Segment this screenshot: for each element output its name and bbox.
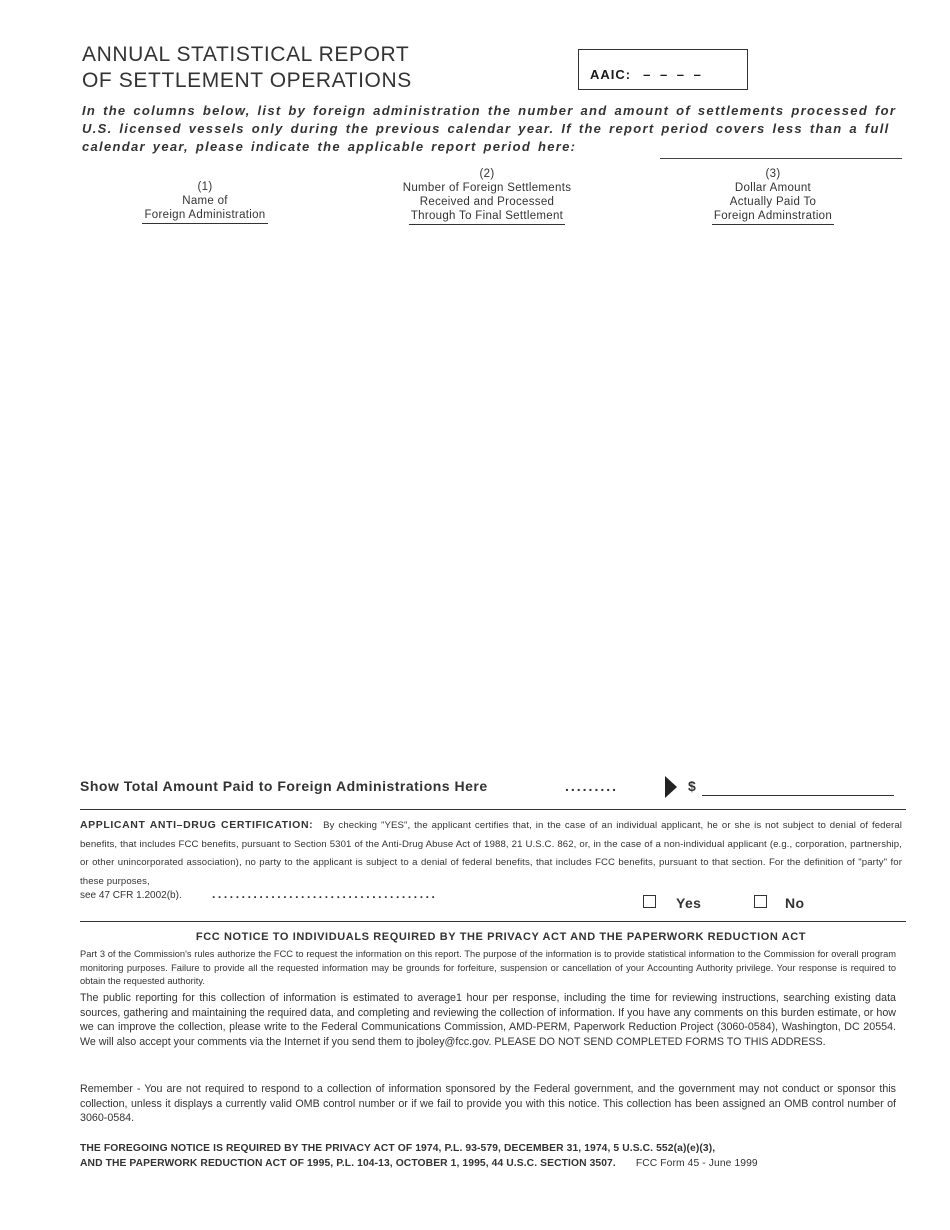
- notice-paragraph: The public reporting for this collection of information is estimated to average1 hour per response, including the time for reviewing instructions, searching existing data sources, gathering and maintaining the required data, and completing and reviewing the collection of information. If you have any comments on this burden estimate, or how we can improve the collection, please write to the Federal Communications Commission, AMD-PERM, Paperwork Reduction Project (3060-0584), Washington, DC 20554. We will also accept your comments via the Internet if you send them to jboley@fcc.gov. PLEASE DO NOT SEND COMPLETED FORMS TO THIS ADDRESS.: [80, 992, 896, 1048]
- certification-answer-row: [80, 887, 902, 914]
- total-amount-input[interactable]: [702, 795, 894, 796]
- footer-line: THE FOREGOING NOTICE IS REQUIRED BY THE PRIVACY ACT OF 1974, P.L. 93-579, DECEMBER 31, 1974, 5 U.S.C. 552(a)(e)(3),: [80, 1143, 716, 1154]
- title-line-2: OF SETTLEMENT OPERATIONS: [82, 69, 412, 92]
- column-header-settlements: [377, 167, 597, 225]
- column-label-line: Foreign Administration: [142, 208, 267, 224]
- column-label-line: Received and Processed: [419, 196, 555, 208]
- column-label-line: Number of Foreign Settlements: [402, 182, 572, 194]
- column-label-line: Actually Paid To: [729, 196, 817, 208]
- aaic-value: – – – –: [643, 67, 704, 82]
- column-number: (3): [765, 168, 781, 180]
- no-label: No: [785, 895, 805, 911]
- arrow-right-icon: [664, 776, 678, 798]
- cfr-reference: see 47 CFR 1.2002(b).: [80, 890, 182, 901]
- column-label-line: Dollar Amount: [734, 182, 812, 194]
- yes-checkbox[interactable]: [643, 895, 656, 908]
- column-label-line: Through To Final Settlement: [409, 209, 565, 225]
- aaic-field[interactable]: [578, 49, 748, 90]
- page-title: [82, 42, 412, 94]
- leader-dots: ......................................: [212, 887, 438, 901]
- certification-body: By checking "YES", the applicant certifies that, in the case of an individual applicant, he or she is not subject to denial of federal benefits, that includes FCC benefits, pursuant to Section 5301 of the Anti-Drug Abuse Act of 1988, 21 U.S.C. 862, or, in the case of a non-individual applicant (e.g., corporation, partnership, or other unincorporated association), no party to the applicant is subject to a denial of federal benefits, that includes FCC benefits, pursuant to that section. For the definition of "party" for these purposes,: [80, 820, 903, 887]
- column-label-line: Foreign Adminstration: [712, 209, 834, 225]
- title-line-1: ANNUAL STATISTICAL REPORT: [82, 43, 410, 66]
- report-period-field[interactable]: [660, 158, 902, 159]
- divider: [80, 809, 906, 810]
- instructions-text: In the columns below, list by foreign administration the number and amount of settlements processed for U.S. licensed vessels only during the previous calendar year. If the report period covers less than a full calendar year, please indicate the applicable report period here:: [82, 103, 897, 154]
- divider: [80, 921, 906, 922]
- yes-label: Yes: [676, 895, 702, 911]
- leader-dots: .........: [565, 778, 619, 794]
- column-number: (1): [197, 181, 213, 193]
- anti-drug-certification: [80, 816, 902, 891]
- column-header-name: [120, 180, 290, 224]
- total-amount-row: [80, 775, 900, 799]
- footer: [80, 1142, 910, 1171]
- column-number: (2): [479, 168, 495, 180]
- column-label-line: Name of: [182, 195, 228, 207]
- column-header-amount: [688, 167, 858, 225]
- aaic-label: AAIC:: [590, 67, 632, 82]
- total-amount-label: Show Total Amount Paid to Foreign Administrations Here: [80, 778, 488, 794]
- footer-line: AND THE PAPERWORK REDUCTION ACT OF 1995, P.L. 104-13, OCTOBER 1, 1995, 44 U.S.C. SECTION 3507.: [80, 1157, 616, 1169]
- notice-title: FCC NOTICE TO INDIVIDUALS REQUIRED BY THE PRIVACY ACT AND THE PAPERWORK REDUCTION ACT: [195, 931, 807, 943]
- no-checkbox[interactable]: [754, 895, 767, 908]
- currency-symbol: $: [688, 778, 697, 794]
- certification-heading: APPLICANT ANTI–DRUG CERTIFICATION:: [80, 819, 314, 831]
- notice-paragraph: Remember - You are not required to respond to a collection of information sponsored by the Federal government, and the government may not conduct or sponsor this collection, unless it displays a currently valid OMB control number or if we fail to provide you with this notice. This collection has been assigned an OMB control number of 3060-0584.: [80, 1083, 896, 1125]
- notice-paragraph: Part 3 of the Commission's rules authorize the FCC to request the information on this report. The purpose of the information is to provide statistical information to the Commission for overall program monitoring purposes. Failure to provide all the requested information may be grounds for forfeiture, suspension or cancellation of your Accounting Authority privilege. Your response is required to obtain the requested authority.: [80, 949, 896, 986]
- form-identifier: FCC Form 45 - June 1999: [635, 1157, 758, 1169]
